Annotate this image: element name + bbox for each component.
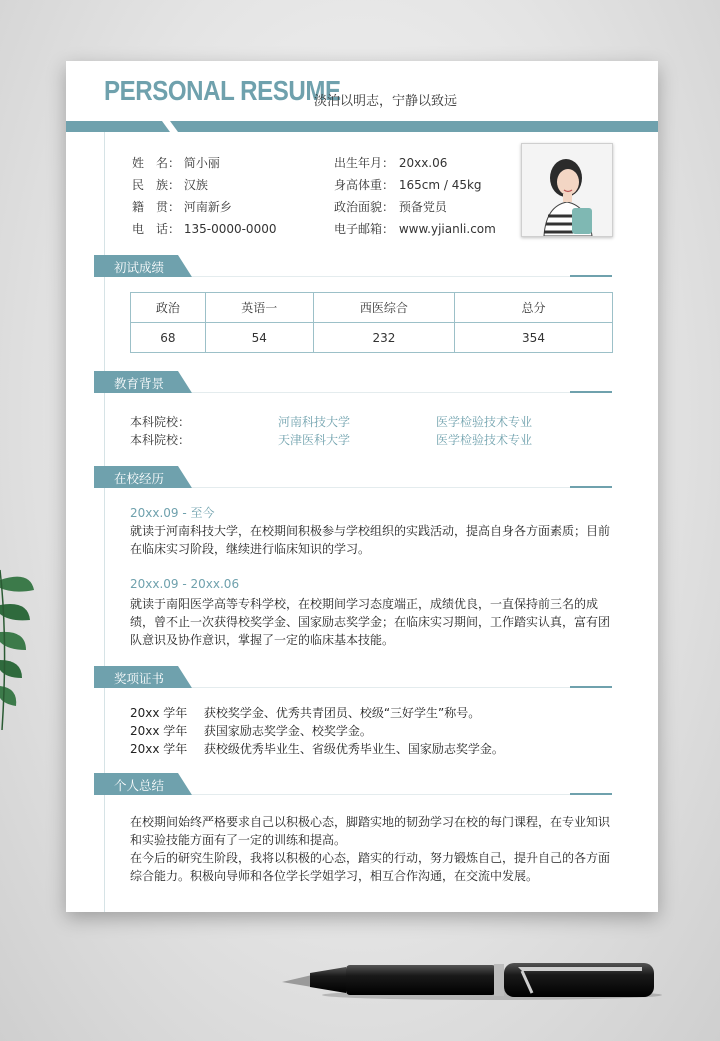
education-major: 医学检验技术专业 xyxy=(436,433,533,447)
section-header-scores xyxy=(94,255,612,281)
table-row xyxy=(131,293,613,323)
experience-description: 就读于南阳医学高等专科学校，在校期间学习态度端正，成绩优良，一直保持前三名的成绩，曾不止一次获得校奖学金、国家励志奖学金；在临床实习期间，工作踏实认真，富有团队意识及协作意识，掌握了一定的临床基本技能。 xyxy=(130,597,611,647)
birth-value: 20xx.06 xyxy=(398,156,448,170)
name-label: 姓 名： xyxy=(132,156,181,170)
political-label: 政治面貌： xyxy=(334,200,395,214)
avatar-illustration xyxy=(522,144,612,236)
ethnicity-label: 民 族： xyxy=(132,178,181,192)
email-value: www.yjianli.com xyxy=(398,222,496,236)
education-school: 河南科技大学 xyxy=(278,415,351,429)
experience-date: 20xx.09 - 至今 xyxy=(130,506,215,520)
ethnicity-value: 汉族 xyxy=(183,178,208,192)
origin-value: 河南新乡 xyxy=(183,200,232,214)
experience-description: 就读于河南科技大学，在校期间积极参与学校组织的实践活动，提高自身各方面素质；目前在临床实习阶段，继续进行临床知识的学习。 xyxy=(130,524,611,556)
header-bar xyxy=(66,121,658,132)
section-title: 在校经历 xyxy=(114,471,165,486)
summary-paragraph: 在校期间始终严格要求自己以积极心态，脚踏实地的韧劲学习在校的每门课程，在专业知识和实验技能方面有了一定的训练和提高。 xyxy=(130,815,611,847)
birth-label: 出生年月： xyxy=(334,156,395,170)
resume-motto: 淡泊以明志，宁静以致远 xyxy=(314,94,458,109)
score-value-medicine: 232 xyxy=(313,323,454,353)
experience-date: 20xx.09 - 20xx.06 xyxy=(130,577,240,591)
section-header-awards xyxy=(94,666,612,692)
email-label: 电子邮箱： xyxy=(334,222,395,236)
section-header-education xyxy=(94,371,612,397)
leaf-decoration xyxy=(0,560,60,740)
score-value-politics: 68 xyxy=(131,323,206,353)
section-title: 个人总结 xyxy=(114,778,165,793)
political-value: 预备党员 xyxy=(398,200,447,214)
summary-paragraph: 在今后的研究生阶段，我将以积极的心态，踏实的行动，努力锻炼自己，提升自己的各方面综合能力。积极向导师和各位学长学姐学习，相互合作沟通，在交流中发展。 xyxy=(130,851,611,883)
table-row xyxy=(131,323,613,353)
score-header-politics: 政治 xyxy=(131,293,206,323)
award-item xyxy=(130,722,372,739)
award-item xyxy=(130,740,504,757)
award-year: 20xx 学年 xyxy=(130,742,188,756)
award-item xyxy=(130,704,480,721)
score-table xyxy=(130,292,613,353)
resume-title: PERSONAL RESUME xyxy=(104,75,341,106)
award-year: 20xx 学年 xyxy=(130,706,188,720)
education-label: 本科院校： xyxy=(130,433,191,447)
origin-label: 籍 贯： xyxy=(132,200,181,214)
body-value: 165cm / 45kg xyxy=(398,178,482,192)
award-text: 获国家励志奖学金、校奖学金。 xyxy=(203,724,372,738)
education-school: 天津医科大学 xyxy=(278,433,351,447)
resume-page xyxy=(66,61,658,912)
profile-photo xyxy=(521,143,613,237)
body-label: 身高体重： xyxy=(334,178,395,192)
award-text: 获校奖学金、优秀共青团员、校级“三好学生”称号。 xyxy=(203,706,481,720)
education-label: 本科院校： xyxy=(130,415,191,429)
score-value-total: 354 xyxy=(455,323,613,353)
score-header-total: 总分 xyxy=(455,293,613,323)
section-title: 初试成绩 xyxy=(114,260,165,275)
section-header-summary xyxy=(94,773,612,799)
award-year: 20xx 学年 xyxy=(130,724,188,738)
education-major: 医学检验技术专业 xyxy=(436,415,533,429)
score-header-english: 英语一 xyxy=(205,293,313,323)
section-title: 教育背景 xyxy=(114,376,165,391)
award-text: 获校级优秀毕业生、省级优秀毕业生、国家励志奖学金。 xyxy=(203,742,504,756)
pen-decoration xyxy=(282,955,662,1003)
score-value-english: 54 xyxy=(205,323,313,353)
phone-value: 135-0000-0000 xyxy=(183,222,277,236)
phone-label: 电 话： xyxy=(132,222,181,236)
section-title: 奖项证书 xyxy=(114,671,165,686)
name-value: 简小丽 xyxy=(183,156,220,170)
section-header-experience xyxy=(94,466,612,492)
score-header-medicine: 西医综合 xyxy=(313,293,454,323)
